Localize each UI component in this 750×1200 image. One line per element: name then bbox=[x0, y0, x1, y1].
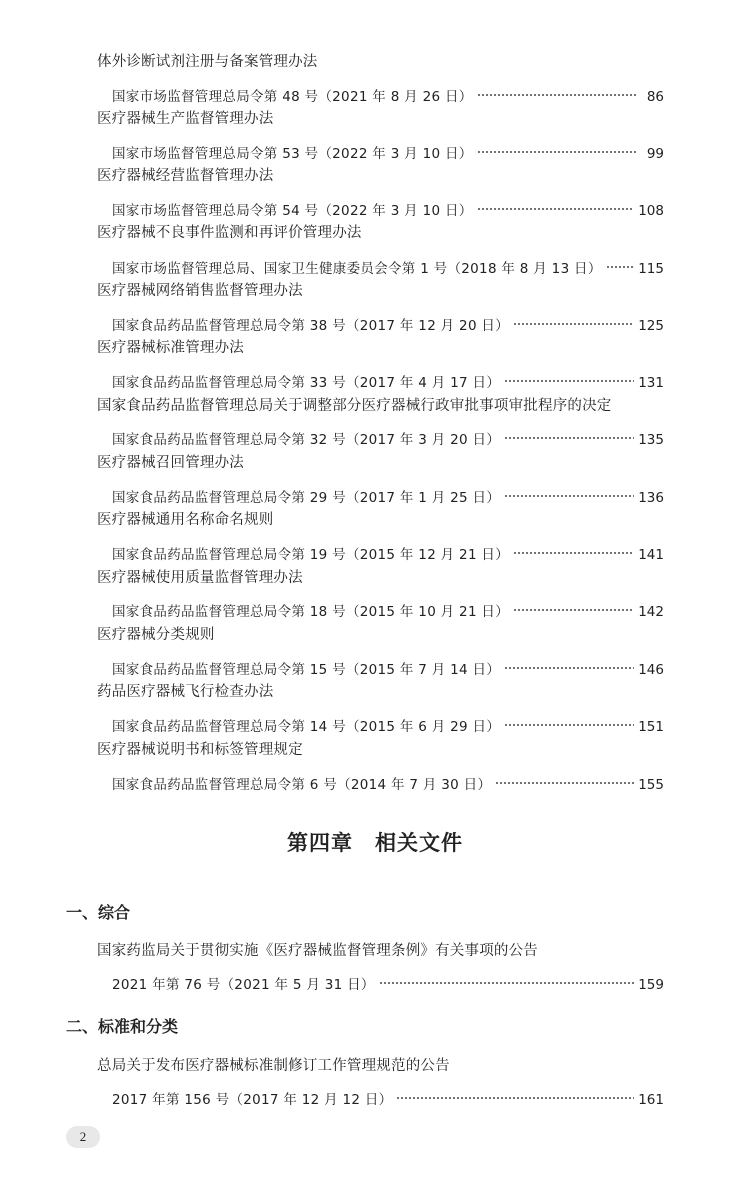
leader-dots bbox=[513, 596, 634, 616]
toc-title: 医疗器械网络销售监督管理办法 bbox=[97, 283, 303, 299]
leader-dots bbox=[396, 1084, 634, 1104]
toc-page-number: 115 bbox=[638, 261, 664, 277]
toc-source: 国家市场监督管理总局令第 54 号（2022 年 3 月 10 日） bbox=[112, 203, 473, 219]
leader-dots bbox=[606, 253, 635, 273]
toc-title: 体外诊断试剂注册与备案管理办法 bbox=[97, 54, 318, 70]
toc-title: 医疗器械通用名称命名规则 bbox=[97, 512, 274, 528]
toc-page-number: 151 bbox=[638, 719, 664, 735]
toc-source: 国家食品药品监督管理总局令第 33 号（2017 年 4 月 17 日） bbox=[112, 375, 501, 391]
toc-row bbox=[112, 654, 664, 678]
page-number: 2 bbox=[66, 1126, 100, 1148]
toc-row bbox=[112, 81, 664, 105]
leader-dots bbox=[379, 969, 635, 989]
leader-dots bbox=[477, 195, 635, 215]
toc-source: 国家食品药品监督管理总局令第 29 号（2017 年 1 月 25 日） bbox=[112, 490, 501, 506]
chapter-title: 相关文件 bbox=[375, 830, 463, 855]
toc-page-number: 136 bbox=[638, 490, 664, 506]
chapter-heading bbox=[0, 828, 750, 858]
toc-title: 药品医疗器械飞行检查办法 bbox=[97, 684, 274, 700]
leader-dots bbox=[495, 769, 634, 789]
toc-page-number: 155 bbox=[638, 777, 664, 793]
toc-page-number: 141 bbox=[638, 547, 664, 563]
toc-source: 国家食品药品监督管理总局令第 18 号（2015 年 10 月 21 日） bbox=[112, 604, 510, 620]
toc-title: 医疗器械生产监督管理办法 bbox=[97, 111, 274, 127]
toc-title: 医疗器械分类规则 bbox=[97, 627, 215, 643]
toc-page-number: 108 bbox=[638, 203, 664, 219]
toc-page-number: 131 bbox=[638, 375, 664, 391]
leader-dots bbox=[477, 138, 638, 158]
toc-row bbox=[112, 969, 664, 993]
toc-page-number: 125 bbox=[638, 318, 664, 334]
toc-title: 医疗器械经营监督管理办法 bbox=[97, 168, 274, 184]
toc-page-number: 142 bbox=[638, 604, 664, 620]
toc-source: 2021 年第 76 号（2021 年 5 月 31 日） bbox=[112, 977, 375, 993]
toc-page-number: 99 bbox=[646, 146, 664, 162]
toc-source: 2017 年第 156 号（2017 年 12 月 12 日） bbox=[112, 1092, 393, 1108]
toc-source: 国家食品药品监督管理总局令第 19 号（2015 年 12 月 21 日） bbox=[112, 547, 510, 563]
toc-row bbox=[112, 367, 664, 391]
toc-row bbox=[112, 253, 664, 277]
toc-title: 医疗器械不良事件监测和再评价管理办法 bbox=[97, 225, 362, 241]
toc-source: 国家市场监督管理总局、国家卫生健康委员会令第 1 号（2018 年 8 月 13 日） bbox=[112, 261, 602, 277]
toc-page-number: 146 bbox=[638, 662, 664, 678]
leader-dots bbox=[504, 711, 634, 731]
leader-dots bbox=[504, 654, 634, 674]
toc-row bbox=[112, 1084, 664, 1108]
section-heading: 一、综合 bbox=[66, 903, 131, 922]
toc-row bbox=[112, 596, 664, 620]
leader-dots bbox=[477, 81, 638, 101]
toc-row bbox=[112, 310, 664, 334]
toc-page-number: 135 bbox=[638, 432, 664, 448]
leader-dots bbox=[504, 424, 634, 444]
toc-source: 国家食品药品监督管理总局令第 32 号（2017 年 3 月 20 日） bbox=[112, 432, 501, 448]
toc-row bbox=[112, 138, 664, 162]
toc-page-number: 86 bbox=[646, 89, 664, 105]
toc-title: 国家食品药品监督管理总局关于调整部分医疗器械行政审批事项审批程序的决定 bbox=[97, 398, 612, 414]
toc-source: 国家食品药品监督管理总局令第 6 号（2014 年 7 月 30 日） bbox=[112, 777, 492, 793]
toc-page-number: 161 bbox=[638, 1092, 664, 1108]
toc-title: 医疗器械标准管理办法 bbox=[97, 340, 244, 356]
toc-source: 国家食品药品监督管理总局令第 14 号（2015 年 6 月 29 日） bbox=[112, 719, 501, 735]
toc-row bbox=[112, 195, 664, 219]
toc-title: 医疗器械召回管理办法 bbox=[97, 455, 244, 471]
toc-title: 医疗器械说明书和标签管理规定 bbox=[97, 742, 303, 758]
chapter-number: 第四章 bbox=[287, 830, 353, 855]
toc-title: 医疗器械使用质量监督管理办法 bbox=[97, 570, 303, 586]
toc-source: 国家食品药品监督管理总局令第 15 号（2015 年 7 月 14 日） bbox=[112, 662, 501, 678]
toc-row bbox=[112, 539, 664, 563]
toc-title: 国家药监局关于贯彻实施《医疗器械监督管理条例》有关事项的公告 bbox=[97, 943, 538, 959]
section-heading: 二、标准和分类 bbox=[66, 1017, 179, 1036]
leader-dots bbox=[513, 539, 634, 559]
toc-row bbox=[112, 424, 664, 448]
toc-page-number: 159 bbox=[638, 977, 664, 993]
toc-row bbox=[112, 711, 664, 735]
toc-row bbox=[112, 482, 664, 506]
leader-dots bbox=[513, 310, 634, 330]
toc-source: 国家食品药品监督管理总局令第 38 号（2017 年 12 月 20 日） bbox=[112, 318, 510, 334]
toc-source: 国家市场监督管理总局令第 53 号（2022 年 3 月 10 日） bbox=[112, 146, 473, 162]
toc-row bbox=[112, 769, 664, 793]
leader-dots bbox=[504, 482, 634, 502]
toc-source: 国家市场监督管理总局令第 48 号（2021 年 8 月 26 日） bbox=[112, 89, 473, 105]
leader-dots bbox=[504, 367, 634, 387]
toc-title: 总局关于发布医疗器械标准制修订工作管理规范的公告 bbox=[97, 1058, 450, 1074]
